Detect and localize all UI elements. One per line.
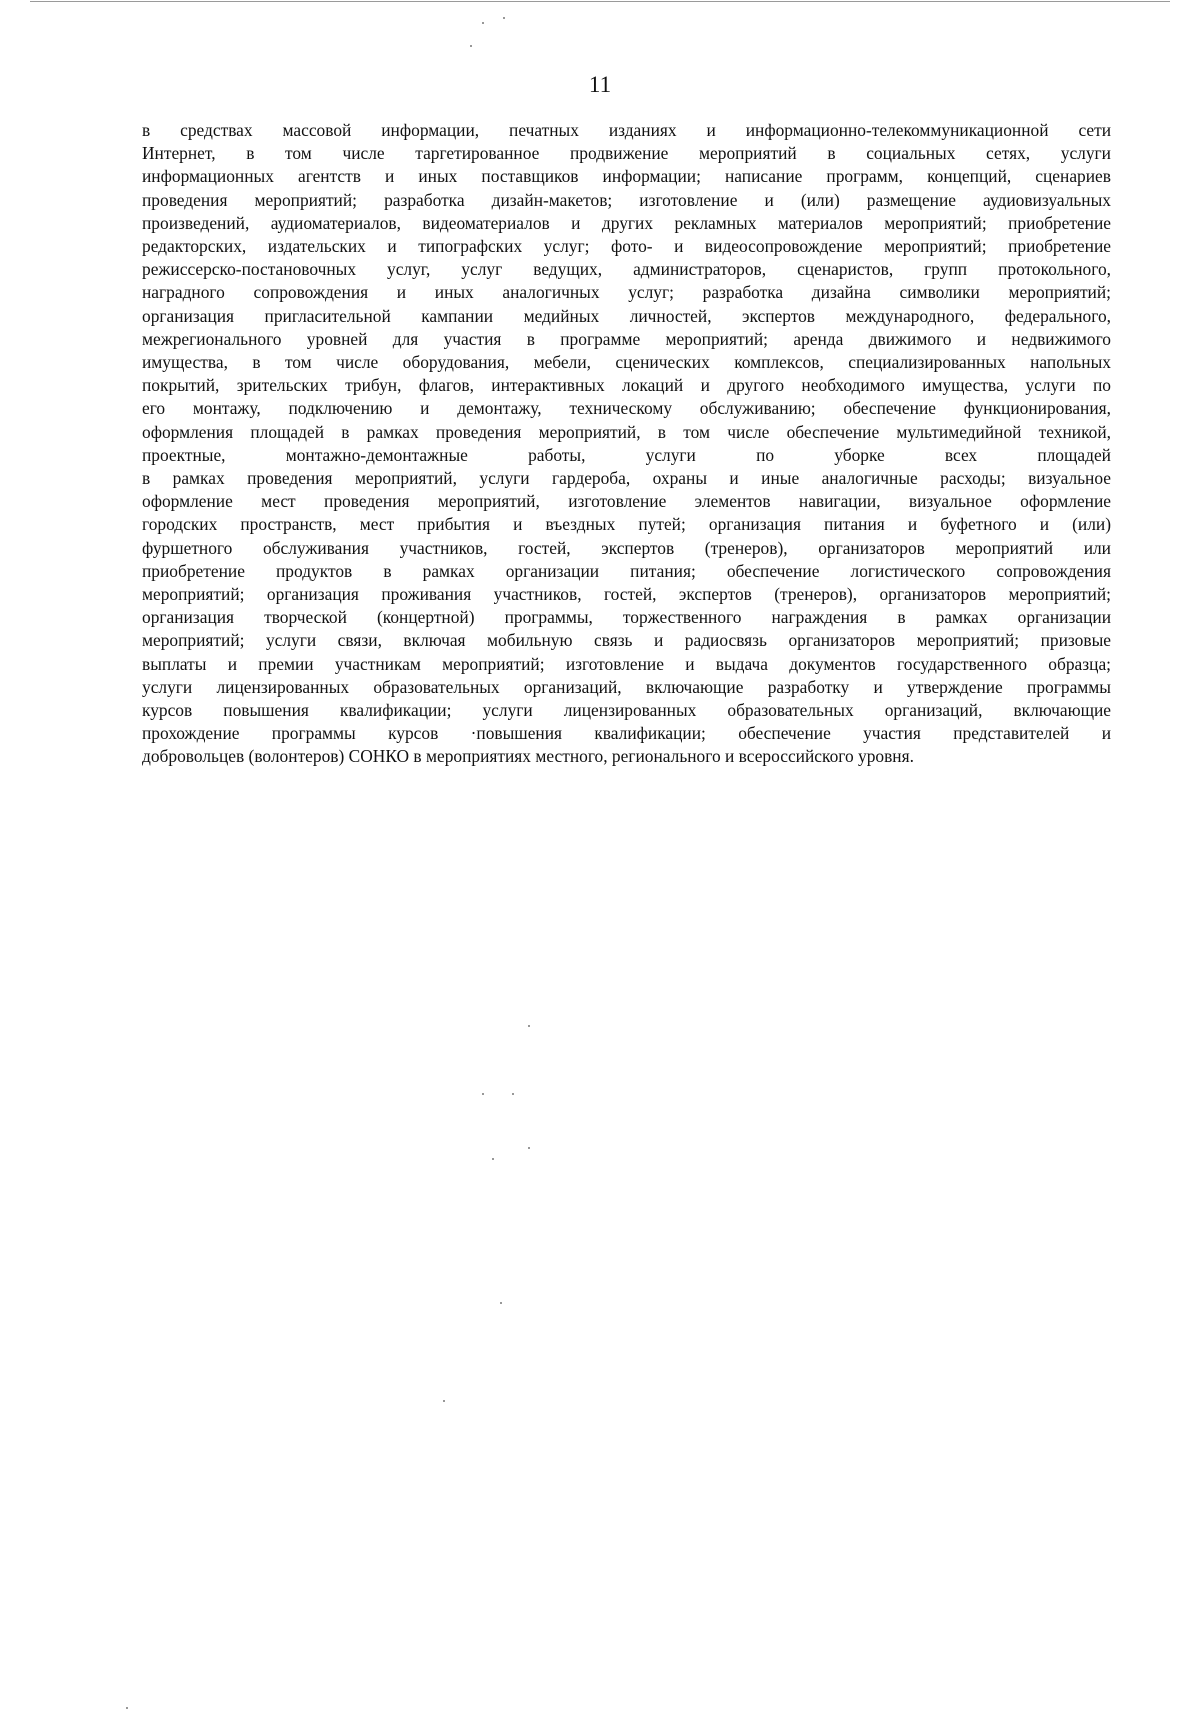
text-line: наградного сопровождения и иных аналогичных услуг; разработка дизайна символики мероприятий;: [142, 282, 1111, 303]
text-line: в средствах массовой информации, печатных изданиях и информационно-телекоммуникационной сети: [142, 120, 1111, 140]
scan-speck: [500, 1302, 502, 1304]
scan-speck: [528, 1025, 530, 1027]
text-line: Интернет, в том числе таргетированное продвижение мероприятий в социальных сетях, услуги: [142, 143, 1111, 164]
scan-speck: [126, 1707, 128, 1709]
text-line: произведений, аудиоматериалов, видеоматериалов и других рекламных материалов мероприятий; приобретение: [142, 212, 1111, 233]
scan-speck: [482, 1093, 484, 1095]
text-line: услуги лицензированных образовательных организаций, включающие разработку и утверждение программы: [142, 676, 1111, 697]
text-line: прохождение программы курсов ·повышения квалификации; обеспечение участия представителей и: [142, 723, 1111, 744]
body-paragraph: [142, 119, 1111, 769]
text-line: мероприятий; услуги связи, включая мобильную связь и радиосвязь организаторов мероприятий; призовые: [142, 630, 1111, 651]
text-line: проведения мероприятий; разработка дизайн-макетов; изготовление и (или) размещение аудиовизуальных: [142, 189, 1111, 210]
scan-speck: [482, 22, 484, 24]
text-line: его монтажу, подключению и демонтажу, техническому обслуживанию; обеспечение функционирования,: [142, 398, 1111, 419]
text-line: выплаты и премии участникам мероприятий; изготовление и выдача документов государственного образца;: [142, 653, 1111, 674]
text-line: проектные, монтажно-демонтажные работы, услуги по уборке всех площадей: [142, 444, 1111, 465]
page-number: 11: [588, 72, 612, 97]
text-line: оформление мест проведения мероприятий, изготовление элементов навигации, визуальное оформление: [142, 491, 1111, 512]
text-line: добровольцев (волонтеров) СОНКО в мероприятиях местного, регионального и всероссийского уровня.: [142, 746, 914, 767]
text-line: фуршетного обслуживания участников, гостей, экспертов (тренеров), организаторов мероприятий или: [142, 537, 1111, 558]
page-top-edge: [30, 1, 1170, 2]
text-line: мероприятий; организация проживания участников, гостей, экспертов (тренеров), организаторов мероприятий;: [142, 584, 1111, 605]
scan-speck: [512, 1093, 514, 1095]
text-line: организация творческой (концертной) программы, торжественного награждения в рамках организации: [142, 607, 1111, 628]
scan-speck: [443, 1400, 445, 1402]
text-line: организация пригласительной кампании медийных личностей, экспертов международного, федерального,: [142, 305, 1111, 326]
text-line: курсов повышения квалификации; услуги лицензированных образовательных организаций, включающие: [142, 700, 1111, 721]
scan-speck: [528, 1147, 530, 1149]
text-line: в рамках проведения мероприятий, услуги гардероба, охраны и иные аналогичные расходы; визуальное: [142, 468, 1111, 489]
scan-speck: [492, 1158, 494, 1160]
text-line: режиссерско-постановочных услуг, услуг ведущих, администраторов, сценаристов, групп протокольного,: [142, 259, 1111, 280]
text-line: редакторских, издательских и типографских услуг; фото- и видеосопровождение мероприятий; приобретение: [142, 236, 1111, 257]
text-line: межрегионального уровней для участия в программе мероприятий; аренда движимого и недвижимого: [142, 328, 1111, 349]
text-line: имущества, в том числе оборудования, мебели, сценических комплексов, специализированных напольных: [142, 352, 1111, 373]
text-line: покрытий, зрительских трибун, флагов, интерактивных локаций и другого необходимого имущества, услуги по: [142, 375, 1111, 396]
scan-speck: [503, 17, 505, 19]
scan-speck: [470, 45, 472, 47]
text-line: приобретение продуктов в рамках организации питания; обеспечение логистического сопровождения: [142, 560, 1111, 581]
text-line: оформления площадей в рамках проведения мероприятий, в том числе обеспечение мультимедийной техникой,: [142, 421, 1111, 442]
text-line: информационных агентств и иных поставщиков информации; написание программ, концепций, сценариев: [142, 166, 1111, 187]
text-line: городских пространств, мест прибытия и въездных путей; организация питания и буфетного и (или): [142, 514, 1111, 535]
